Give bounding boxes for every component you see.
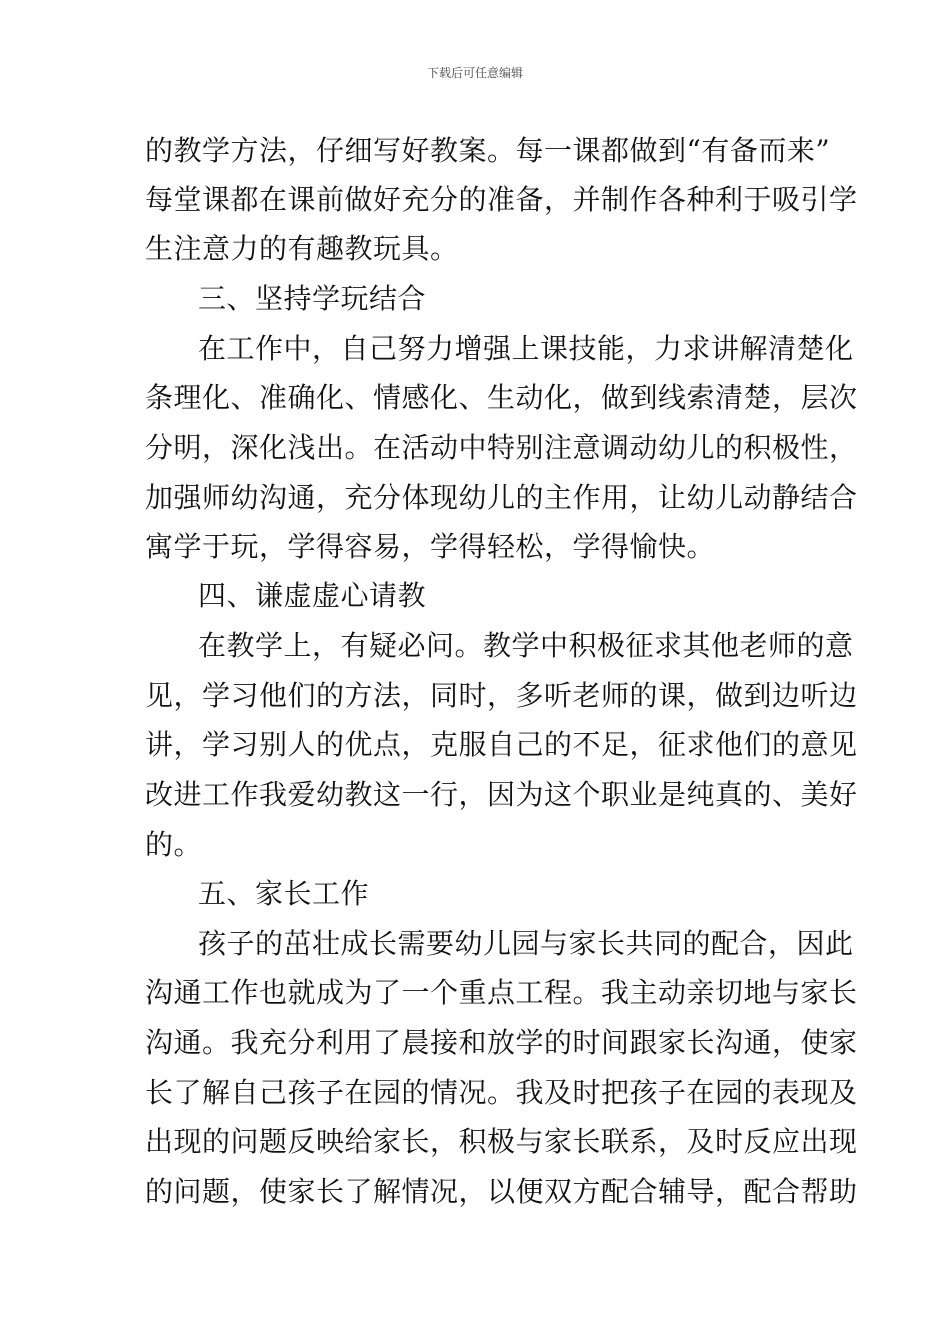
section-heading: 五、家长工作 [198,877,370,910]
paragraph-line: 沟通工作也就成为了一个重点工程。我主动亲切地与家长 [145,976,858,1009]
paragraph-line: 分明，深化浅出。在活动中特别注意调动幼儿的积极性， [145,431,858,464]
paragraph-line: 出现的问题反映给家长，积极与家长联系，及时反应出现 [145,1125,858,1158]
section-heading: 四、谦虚虚心请教 [198,579,427,612]
paragraph-line: 改进工作我爱幼教这一行，因为这个职业是纯真的、美好 [145,778,858,811]
paragraph-line: 长了解自己孩子在园的情况。我及时把孩子在园的表现及 [145,1076,858,1109]
paragraph-line: 见，学习他们的方法，同时，多听老师的课，做到边听边 [145,679,858,712]
paragraph-line: 每堂课都在课前做好充分的准备，并制作各种利于吸引学 [145,183,858,216]
paragraph-line: 寓学于玩，学得容易，学得轻松，学得愉快。 [145,530,716,563]
paragraph-line: 讲，学习别人的优点，克服自己的不足，征求他们的意见 [145,728,858,761]
paragraph-line: 在工作中，自己努力增强上课技能，力求讲解清楚化 [198,332,854,365]
paragraph-line: 的。 [145,828,203,861]
page-header: 下载后可任意编辑 [426,66,523,80]
section-heading: 三、坚持学玩结合 [198,282,427,315]
paragraph-line: 在教学上，有疑必问。教学中积极征求其他老师的意 [198,629,854,662]
paragraph-line: 条理化、准确化、情感化、生动化，做到线索清楚，层次 [145,381,858,414]
paragraph-line: 生注意力的有趣教玩具。 [145,232,459,265]
paragraph-line: 孩子的茁壮成长需要幼儿园与家长共同的配合，因此 [198,927,854,960]
paragraph-line: 的教学方法，仔细写好教案。每一课都做到“有备而来” [145,134,831,167]
paragraph-line: 的问题，使家长了解情况，以便双方配合辅导，配合帮助 [145,1175,858,1208]
paragraph-line: 沟通。我充分利用了晨接和放学的时间跟家长沟通，使家 [145,1026,858,1059]
paragraph-line: 加强师幼沟通，充分体现幼儿的主作用，让幼儿动静结合 [145,481,858,514]
